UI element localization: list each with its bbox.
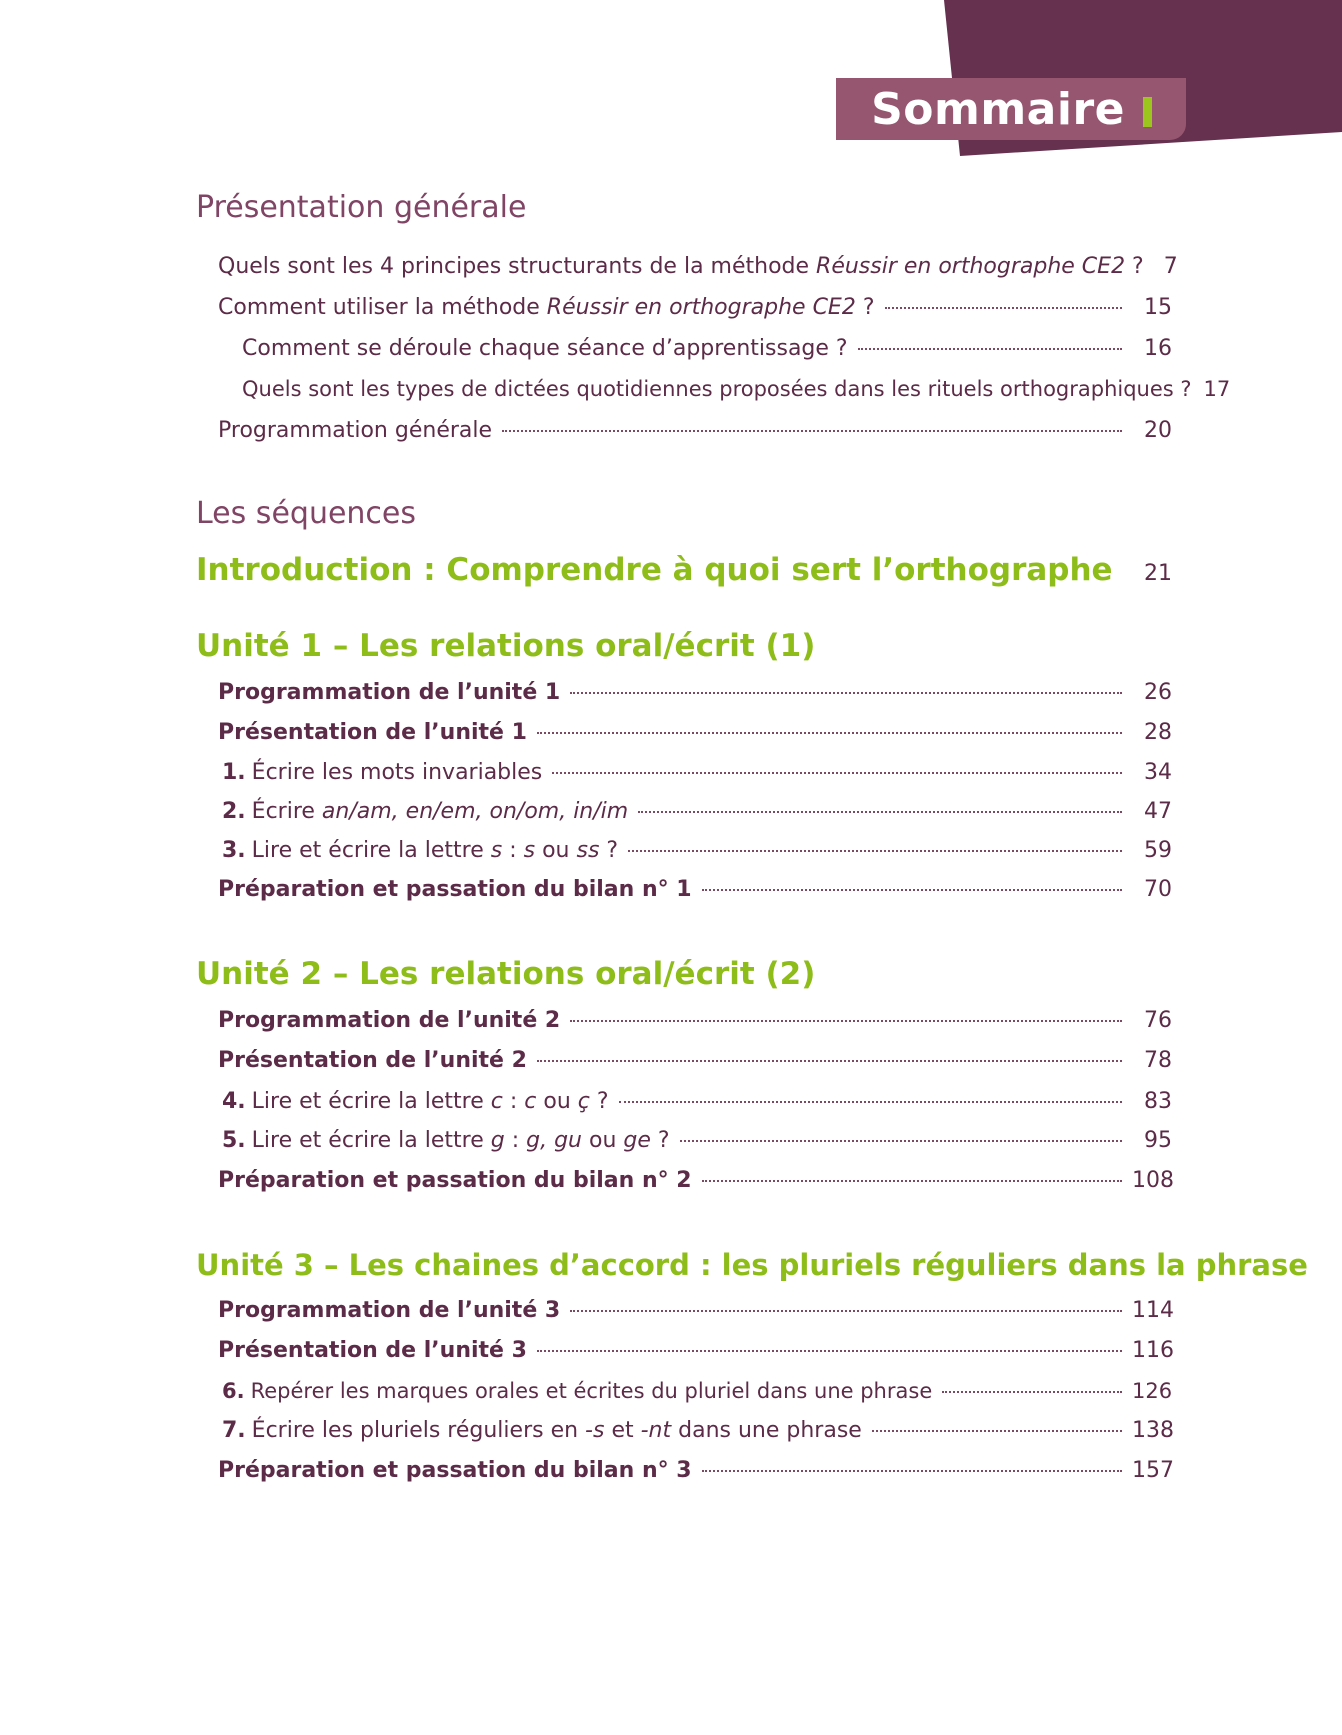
dot-leader <box>628 850 1122 852</box>
toc-entry-label: Lire et écrire la lettre s : s ou ss ? <box>251 838 619 863</box>
dot-leader <box>537 1060 1122 1062</box>
page-number: 34 <box>1144 760 1172 785</box>
toc-entry-label: Écrire an/am, en/em, on/om, in/im <box>251 799 629 824</box>
toc-entry[interactable] <box>242 377 1231 413</box>
toc-entry-label: Présentation de l’unité 3 <box>218 1338 527 1363</box>
toc-entry[interactable] <box>218 1338 1172 1374</box>
section-heading-sequences: Les séquences <box>196 496 417 531</box>
page-number: 76 <box>1144 1008 1172 1033</box>
toc-entry-label: Repérer les marques orales et écrites du pluriel dans une phrase <box>250 1379 933 1403</box>
toc-entry-label: Quels sont les types de dictées quotidiennes proposées dans les rituels orthographiques ? <box>242 377 1192 401</box>
title-tab <box>836 78 1186 140</box>
toc-entry-introduction[interactable] <box>196 552 1172 596</box>
toc-entry[interactable] <box>222 1418 1172 1454</box>
toc-entry-label: Comment se déroule chaque séance d’apprentissage ? <box>242 336 848 361</box>
dot-leader <box>537 1350 1122 1352</box>
lesson-number: 2. <box>222 799 246 824</box>
toc-entry-label: Préparation et passation du bilan n° 3 <box>218 1458 692 1483</box>
dot-leader <box>702 889 1122 891</box>
toc-entry-label: Comment utiliser la méthode Réussir en orthographe CE2 ? <box>218 295 875 320</box>
page-number: 138 <box>1132 1418 1174 1443</box>
toc-entry[interactable] <box>218 254 1178 290</box>
unit-heading-2: Unité 2 – Les relations oral/écrit (2) <box>196 956 816 992</box>
unit-heading-3: Unité 3 – Les chaines d’accord : les pluriels réguliers dans la phrase <box>196 1248 1308 1282</box>
toc-entry-label: Programmation de l’unité 2 <box>218 1008 561 1033</box>
toc-entry-label: Programmation de l’unité 1 <box>218 680 561 705</box>
toc-entry-label: Programmation de l’unité 3 <box>218 1298 561 1323</box>
page-title: Sommaire <box>871 83 1125 135</box>
dot-leader <box>552 772 1122 774</box>
toc-entry-label: Lire et écrire la lettre c : c ou ç ? <box>251 1089 609 1114</box>
page-number: 126 <box>1132 1379 1173 1403</box>
toc-entry-label: Lire et écrire la lettre g : g, gu ou ge ? <box>251 1128 670 1153</box>
toc-entry[interactable] <box>222 1089 1172 1125</box>
lesson-number: 5. <box>222 1128 246 1153</box>
toc-entry[interactable] <box>222 760 1172 796</box>
toc-entry[interactable] <box>222 838 1172 874</box>
dot-leader <box>858 348 1122 350</box>
page-number: 20 <box>1144 418 1172 443</box>
lesson-number: 7. <box>222 1418 246 1443</box>
page-number: 59 <box>1144 838 1172 863</box>
toc-entry-label: Quels sont les 4 principes structurants de la méthode Réussir en orthographe CE2 ? <box>218 254 1144 279</box>
toc-entry[interactable] <box>242 336 1172 372</box>
page-number: 95 <box>1144 1128 1172 1153</box>
toc-entry-label: Présentation de l’unité 2 <box>218 1048 527 1073</box>
toc-entry[interactable] <box>218 295 1172 331</box>
page-number: 28 <box>1144 720 1172 745</box>
dot-leader <box>872 1430 1122 1432</box>
dot-leader <box>702 1180 1122 1182</box>
page-number: 15 <box>1144 295 1172 320</box>
toc-entry[interactable] <box>218 877 1172 913</box>
lesson-number: 1. <box>222 760 246 785</box>
toc-entry[interactable] <box>222 1128 1172 1164</box>
lesson-number: 3. <box>222 838 246 863</box>
dot-leader <box>619 1101 1122 1103</box>
toc-entry-label: Programmation générale <box>218 418 493 443</box>
toc-entry[interactable] <box>218 1458 1172 1494</box>
toc-entry[interactable] <box>222 1379 1172 1415</box>
dot-leader <box>537 732 1122 734</box>
lesson-number: 4. <box>222 1089 246 1114</box>
dot-leader <box>702 1470 1122 1472</box>
page-number: 78 <box>1144 1048 1172 1073</box>
page-number: 70 <box>1144 877 1172 902</box>
toc-entry-label: Introduction : Comprendre à quoi sert l’orthographe <box>196 552 1113 588</box>
dot-leader <box>638 811 1122 813</box>
page-number: 114 <box>1132 1298 1174 1323</box>
page-number: 108 <box>1132 1168 1174 1193</box>
page-number: 7 <box>1163 254 1178 279</box>
page-number: 47 <box>1144 799 1172 824</box>
dot-leader <box>570 1310 1122 1312</box>
toc-entry-label: Écrire les mots invariables <box>251 760 543 785</box>
toc-entry[interactable] <box>218 680 1172 716</box>
dot-leader <box>570 692 1122 694</box>
section-heading-presentation: Présentation générale <box>196 190 527 225</box>
page-number: 17 <box>1203 377 1231 401</box>
toc-entry[interactable] <box>218 1008 1172 1044</box>
lesson-number: 6. <box>222 1379 245 1403</box>
title-accent-bar <box>1143 97 1152 127</box>
page-number: 26 <box>1144 680 1172 705</box>
page-number: 157 <box>1132 1458 1174 1483</box>
toc-entry-label: Préparation et passation du bilan n° 2 <box>218 1168 692 1193</box>
toc-entry[interactable] <box>218 1048 1172 1084</box>
toc-entry-label: Présentation de l’unité 1 <box>218 720 527 745</box>
unit-heading-1: Unité 1 – Les relations oral/écrit (1) <box>196 628 816 664</box>
dot-leader <box>502 430 1122 432</box>
toc-entry[interactable] <box>218 418 1172 454</box>
dot-leader <box>942 1391 1122 1393</box>
page-number: 21 <box>1144 561 1172 586</box>
page-number: 116 <box>1132 1338 1174 1363</box>
toc-entry-label: Écrire les pluriels réguliers en -s et -nt dans une phrase <box>251 1418 862 1443</box>
dot-leader <box>570 1020 1122 1022</box>
toc-entry[interactable] <box>218 1168 1172 1204</box>
toc-entry[interactable] <box>218 1298 1172 1334</box>
toc-entry[interactable] <box>222 799 1172 835</box>
dot-leader <box>885 307 1123 309</box>
page-number: 83 <box>1144 1089 1172 1114</box>
toc-entry[interactable] <box>218 720 1172 756</box>
page-number: 16 <box>1144 336 1172 361</box>
toc-entry-label: Préparation et passation du bilan n° 1 <box>218 877 692 902</box>
dot-leader <box>680 1140 1122 1142</box>
